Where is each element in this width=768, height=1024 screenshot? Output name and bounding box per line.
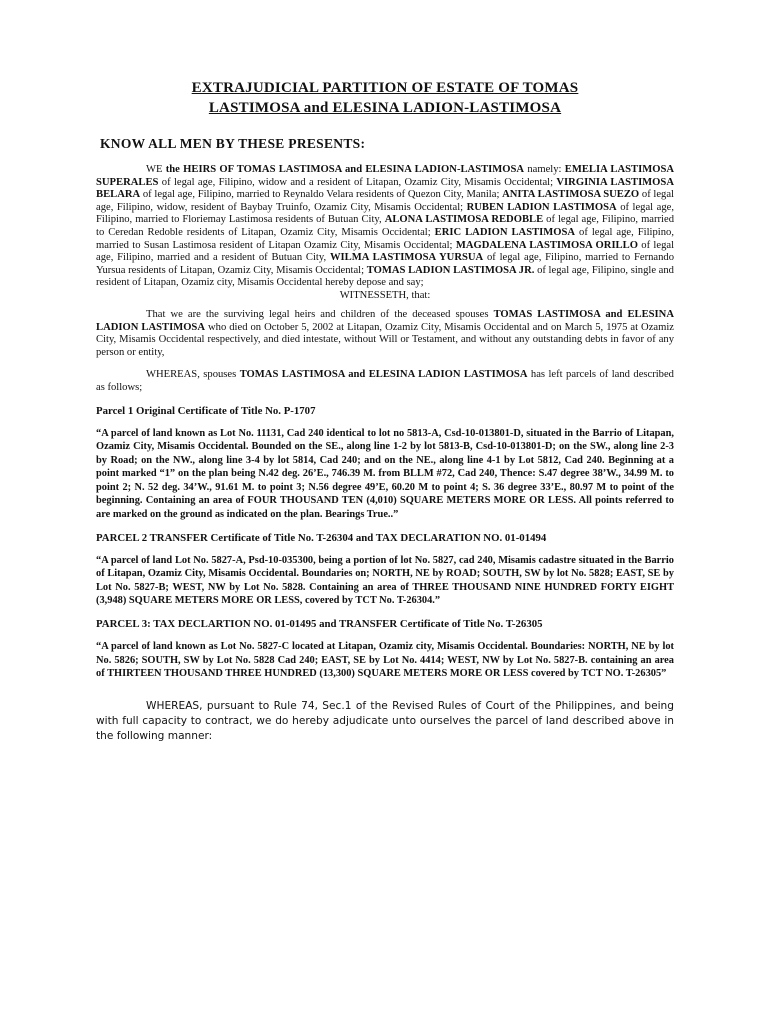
parcel-description: “A parcel of land known as Lot No. 11131, Cad 240 identical to lot no 5813-A, Csd-10-013801-D, situated in the Barrio of Litapan, Ozamiz City, Misamis Occidental. Bounded on the SE., along line 1-2 by lot 5813-B, Csd-10-013801-D; on the SW., along line 2-3 by Road; on the NW., along line 3-4 by lot 5814, Cad 240; and on the NE., along line 4-1 by Lot 5812, Cad 240. Beginning at a point marked “1” on the plan being N.42 deg. 26’E., 746.39 M. from BLLM #72, Cad 240, Thence: S.47 degree 38’W., 34.99 M. to point 2; N. 52 deg. 34’W., 91.61 M. to point 3; N.56 degree 49’E, 60.20 M to point 4; S. 36 degree 33’E., 80.97 M to point of the beginning. Containing an area of FOUR THOUSAND TEN (4,010) SQUARE METERS MORE OR LESS. All points referred to are marked on the ground as indicated on the plan. Bearings True..” — [96, 427, 674, 521]
heir-name: ANITA LASTIMOSA SUEZO — [502, 189, 640, 201]
parcel-description: “A parcel of land known as Lot No. 5827-C located at Litapan, Ozamiz city, Misamis Occidental. Boundaries: NORTH, NE by lot No. 5826; SOUTH, SW by Lot No. 5828 Cad 240; EAST, SE by Lot No. 4414; WEST, NW by Lot No. 5827-B. containing an area of THIRTEEN THOUSAND THREE HUNDRED (13,300) SQUARE METERS MORE OR LESS covered by TCT NO. T-26305” — [96, 641, 674, 680]
heir-name: WILMA LASTIMOSA YURSUA — [329, 252, 484, 264]
heir-name: ALONA LASTIMOSA REDOBLE — [384, 214, 544, 226]
parcel-1 — [96, 405, 674, 522]
intro-paragraph: WE the HEIRS OF TOMAS LASTIMOSA and ELESINA LADION-LASTIMOSA namely: EMELIA LASTIMOSA SUPERALES of legal age, Filipino, widow and a resident of Litapan, Ozamiz City, Misamis Occidental; VIRGINIA LASTIMOSA BELARA of legal age, Filipino, married to Reynaldo Velara residents of Quezon City, Manila; ANITA LASTIMOSA SUEZO of legal age, Filipino, widow, resident of Baybay Truinfo, Ozamiz City, Misamis Occidental; RUBEN LADION LASTIMOSA of legal age, Filipino, married to Floriemay Lastimosa residents of Butuan City, ALONA LASTIMOSA REDOBLE of legal age, Filipino, married to Ceredan Redoble residents of Litapan, Ozamiz City, Misamis Occidental; ERIC LADION LASTIMOSA of legal age, Filipino, married to Susan Lastimosa resident of Litapan Ozamiz City, Misamis Occidental; MAGDALENA LASTIMOSA ORILLO of legal age, Filipino, married and a resident of Butuan City, WILMA LASTIMOSA YURSUA of legal age, Filipino, married to Fernando Yursua residents of Litapan, Ozamiz City, Misamis Occidental; TOMAS LADION LASTIMOSA JR. of legal age, Filipino, single and resident of Litapan, Ozamiz city, Misamis Occidental hereby depose and say; — [96, 164, 675, 289]
know-all-men-heading: KNOW ALL MEN BY THESE PRESENTS: — [100, 136, 366, 151]
heir-name: RUBEN LADION LASTIMOSA — [466, 201, 617, 213]
we-text: WE — [146, 164, 163, 175]
parcel-3 — [96, 618, 674, 681]
parcel-heading: PARCEL 3: TAX DECLARTION NO. 01-01495 and TRANSFER Certificate of Title No. T-26305 — [96, 618, 543, 631]
whereas-adjudication-paragraph: WHEREAS, pursuant to Rule 74, Sec.1 of the Revised Rules of Court of the Philippines, and being with full capacity to contract, we do hereby adjudicate unto ourselves the parcel of land described above in the following manner: — [96, 699, 674, 742]
spouses-names: TOMAS LASTIMOSA and ELESINA LADION LASTIMOSA — [239, 369, 528, 381]
parcel-description: “A parcel of land Lot No. 5827-A, Psd-10-035300, being a portion of lot No. 5827, cad 240, Misamis cadastre situated in the Barrio of Litapan, Ozamiz City, Misamis Occidental. Boundaries on; NORTH, NE by ROAD; SOUTH, SW by lot No. 5828; EAST, SE by Lot No. 5827-B; WEST, NW by Lot No. 5828. Containing an area of THREE THOUSAND NINE HUNDRED FORTY EIGHT (3,948) SQUARE METERS MORE OR LESS, covered by TCT No. T-26304.” — [96, 554, 674, 607]
heir-name: EMELIA LASTIMOSA SUPERALES — [96, 164, 674, 188]
deceased-names: TOMAS LASTIMOSA and ELESINA LADION LASTIMOSA — [96, 308, 674, 333]
title-line-1: EXTRAJUDICIAL PARTITION OF ESTATE OF TOMAS — [191, 80, 579, 96]
heir-name: MAGDALENA LASTIMOSA ORILLO — [455, 239, 638, 251]
heir-name: ERIC LADION LASTIMOSA — [434, 226, 576, 238]
surviving-heirs-paragraph: That we are the surviving legal heirs and children of the deceased spouses TOMAS LASTIMOSA and ELESINA LADION LASTIMOSA who died on October 5, 2002 at Litapan, Ozamiz City, Misamis Occidental and on March 5, 1975 at Ozamiz City, Misamis Occidental respectively, and died intestate, without Will or Testament, and without any outstanding debts in favor of any person or entity, — [96, 308, 674, 358]
title-line-2: LASTIMOSA and ELESINA LADION-LASTIMOSA — [208, 100, 562, 116]
parcel-heading: PARCEL 2 TRANSFER Certificate of Title No. T-26304 and TAX DECLARATION NO. 01-01494 — [96, 531, 547, 544]
heir-name: TOMAS LADION LASTIMOSA JR. — [366, 264, 535, 276]
whereas-parcels-paragraph: WHEREAS, spouses TOMAS LASTIMOSA and ELESINA LADION LASTIMOSA has left parcels of land described as follows; — [96, 369, 674, 393]
document-title — [96, 78, 674, 118]
parcel-2 — [96, 532, 674, 608]
witnesseth-heading: WITNESSETH, that: — [339, 289, 431, 301]
heir-name: VIRGINIA LASTIMOSA BELARA — [96, 176, 674, 201]
heirs-text: the HEIRS OF TOMAS LASTIMOSA and ELESINA LADION-LASTIMOSA — [165, 164, 525, 175]
parcel-heading: Parcel 1 Original Certificate of Title No. P-1707 — [96, 404, 316, 417]
